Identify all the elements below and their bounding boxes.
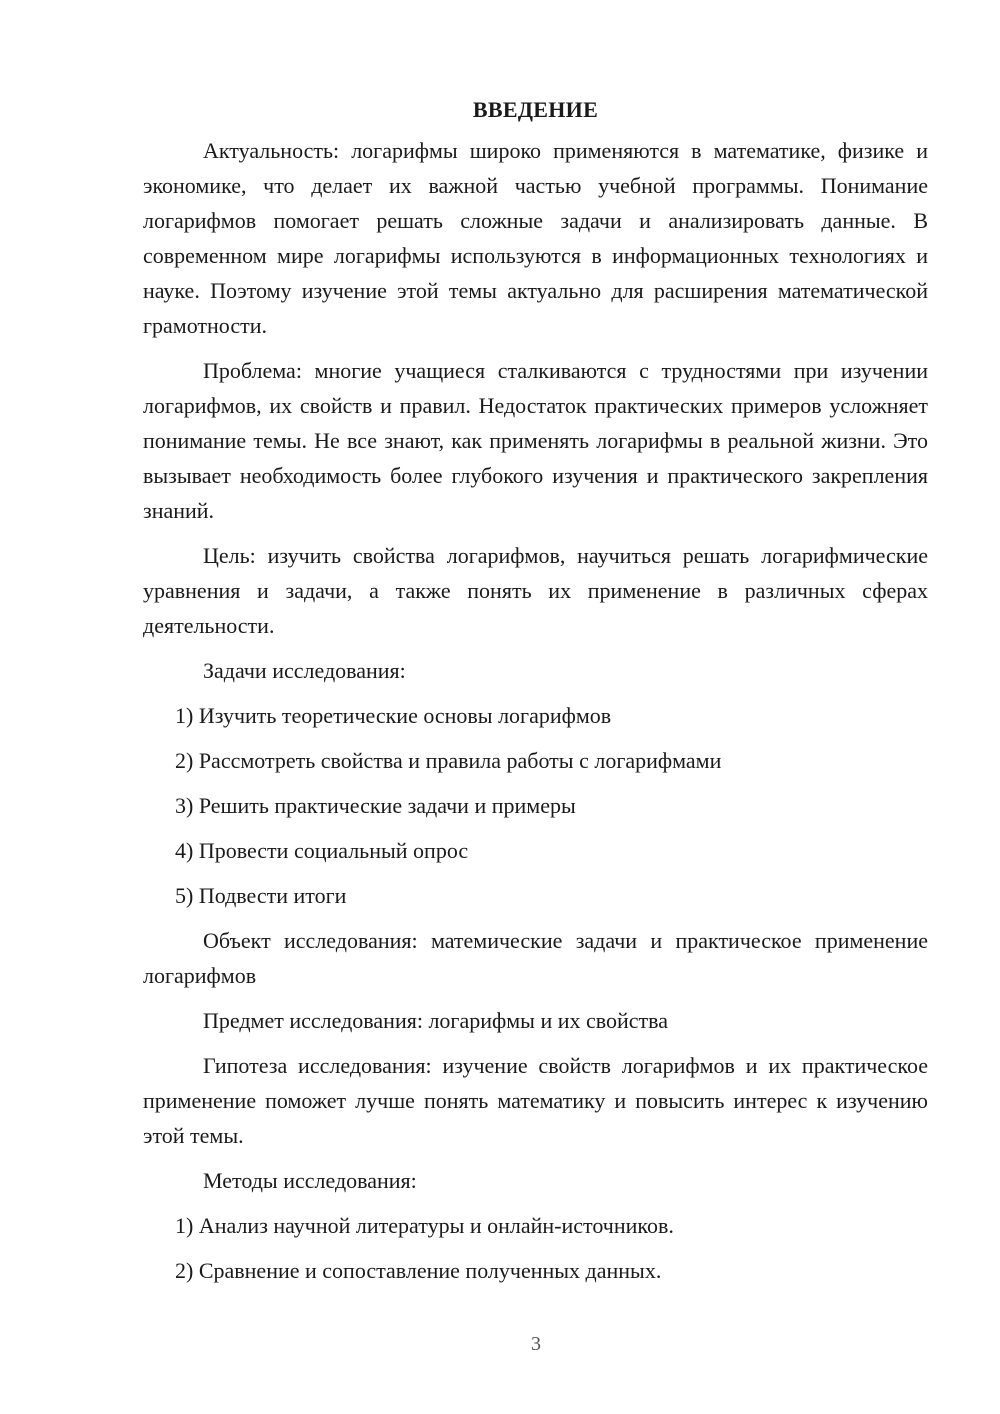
goal-paragraph: Цель: изучить свойства логарифмов, научиться решать логарифмические уравнения и задачи, а также понять их применение в различных сферах деятельности.	[143, 543, 928, 638]
object-paragraph: Объект исследования: матемические задачи и практическое применение логарифмов	[143, 928, 928, 988]
task-item: 3) Решить практические задачи и примеры	[175, 793, 576, 818]
method-item: 2) Сравнение и сопоставление полученных данных.	[175, 1258, 662, 1283]
tasks-heading: Задачи исследования:	[203, 658, 406, 683]
document-page	[143, 95, 928, 1298]
methods-heading: Методы исследования:	[203, 1168, 417, 1193]
task-item: 5) Подвести итоги	[175, 883, 347, 908]
page-number: 3	[531, 1333, 541, 1355]
section-heading: ВВЕДЕНИЕ	[472, 97, 599, 122]
relevance-paragraph: Актуальность: логарифмы широко применяются в математике, физике и экономике, что делает их важной частью учебной программы. Понимание логарифмов помогает решать сложные задачи и анализировать данные. В современном мире логарифмы используются в информационных технологиях и науке. Поэтому изучение этой темы актуально для расширения математической грамотности.	[143, 138, 928, 338]
task-item: 4) Провести социальный опрос	[175, 838, 469, 863]
method-item: 1) Анализ научной литературы и онлайн-источников.	[175, 1213, 674, 1238]
task-item: 2) Рассмотреть свойства и правила работы с логарифмами	[175, 748, 722, 773]
hypothesis-paragraph: Гипотеза исследования: изучение свойств логарифмов и их практическое применение поможет лучше понять математику и повысить интерес к изучению этой темы.	[143, 1053, 928, 1148]
problem-paragraph: Проблема: многие учащиеся сталкиваются с трудностями при изучении логарифмов, их свойств и правил. Недостаток практических примеров усложняет понимание темы. Не все знают, как применять логарифмы в реальной жизни. Это вызывает необходимость более глубокого изучения и практического закрепления знаний.	[143, 358, 928, 523]
task-item: 1) Изучить теоретические основы логарифмов	[175, 703, 612, 728]
subject-paragraph: Предмет исследования: логарифмы и их свойства	[203, 1008, 669, 1033]
